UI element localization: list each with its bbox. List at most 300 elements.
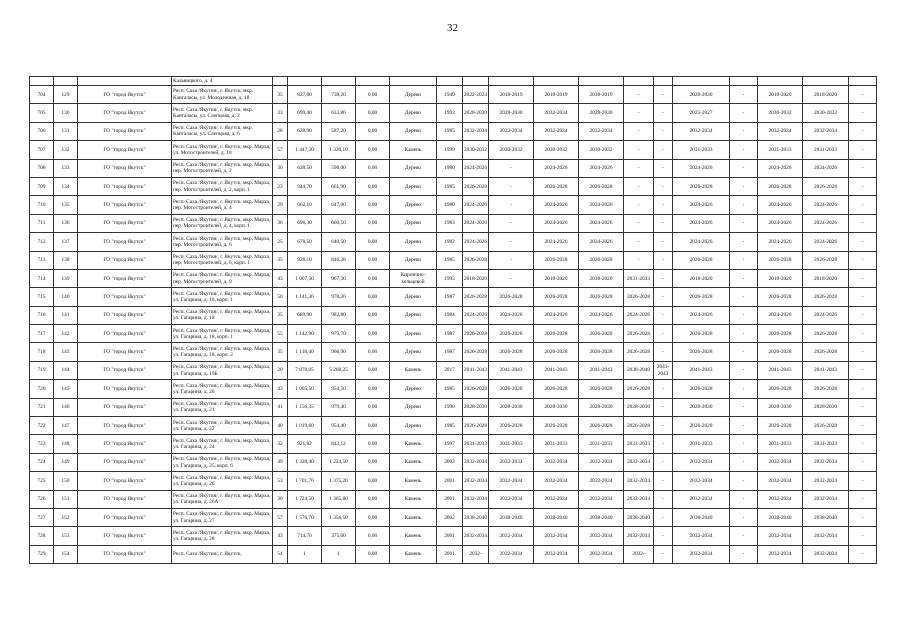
period-cell: - xyxy=(849,251,877,269)
period-cell: 2026-2028 xyxy=(489,417,534,435)
build-year-cell: 1999 xyxy=(437,141,463,159)
period-cell: 2038-2040 xyxy=(758,508,803,526)
wall-material-cell: Дерево xyxy=(390,233,437,251)
nonliving-area-cell: 0,00 xyxy=(356,508,390,526)
period-cell: 2032-2034 xyxy=(463,453,489,471)
table-row xyxy=(30,325,877,343)
living-area-cell: 843,12 xyxy=(322,435,356,453)
period-cell: 2018-2019 xyxy=(534,86,579,104)
period-cell: - xyxy=(654,86,673,104)
floors-cell: 35 xyxy=(273,251,288,269)
mo-number-cell: 137 xyxy=(54,233,78,251)
build-year-cell: 1985 xyxy=(437,122,463,140)
total-area-cell: 696,30 xyxy=(288,214,322,232)
wall-material-cell: Камень xyxy=(390,527,437,545)
period-cell: 2032-2034 xyxy=(673,472,730,490)
period-cell: 2024-2026 xyxy=(463,159,489,177)
period-cell: 2038-2040 xyxy=(489,508,534,526)
period-cell: - xyxy=(730,251,758,269)
period-cell: - xyxy=(849,343,877,361)
nonliving-area-cell: 0,00 xyxy=(356,490,390,508)
period-cell: 2032-2034 xyxy=(579,472,624,490)
period-cell: 2032-2034 xyxy=(534,490,579,508)
municipality-cell: ГО "город Якутск" xyxy=(78,545,172,563)
period-cell: 2026-2028 xyxy=(673,288,730,306)
period-cell: 2032-2034 xyxy=(624,453,654,471)
municipality-cell: ГО "город Якутск" xyxy=(78,380,172,398)
period-cell: - xyxy=(849,141,877,159)
total-area-cell: 944,70 xyxy=(288,177,322,195)
row-number-cell: 728 xyxy=(30,527,54,545)
period-cell: 2032-2034 xyxy=(463,472,489,490)
row-number-cell: 721 xyxy=(30,398,54,416)
nonliving-area-cell: 0,00 xyxy=(356,435,390,453)
period-cell: - xyxy=(654,325,673,343)
period-cell: - xyxy=(624,214,654,232)
period-cell: 2041-2043 xyxy=(654,361,673,379)
period-cell: 2041-2043 xyxy=(579,361,624,379)
period-cell: 2024-2026 xyxy=(803,159,849,177)
period-cell: - xyxy=(849,398,877,416)
period-cell: 2024-2026 xyxy=(489,306,534,324)
floors-cell: 54 xyxy=(273,545,288,563)
address-cell: Респ. Саха /Якутия/, г. Якутск, мкр. Марха, ул. Гагарина, д. 16, корп. 1 xyxy=(172,288,273,306)
floors-cell: 43 xyxy=(273,380,288,398)
period-cell: - xyxy=(849,214,877,232)
period-cell: - xyxy=(849,306,877,324)
period-cell: 2031-2033 xyxy=(579,435,624,453)
period-cell: 2032-2034 xyxy=(534,104,579,122)
period-cell: 2024-2026 xyxy=(803,214,849,232)
period-cell: 2032-2034 xyxy=(758,545,803,563)
period-cell: - xyxy=(654,122,673,140)
living-area-cell: 979,70 xyxy=(322,325,356,343)
municipality-cell: ГО "город Якутск" xyxy=(78,288,172,306)
period-cell: 2026-2028 xyxy=(758,177,803,195)
build-year-cell: 1983 xyxy=(437,214,463,232)
wall-material-cell: Дерево xyxy=(390,380,437,398)
period-cell: - xyxy=(849,269,877,287)
period-cell: 2024-2026 xyxy=(579,159,624,177)
mo-number-cell: 139 xyxy=(54,269,78,287)
period-cell: 2026-2028 xyxy=(803,343,849,361)
total-area-cell: 628,90 xyxy=(288,122,322,140)
period-cell: - xyxy=(849,177,877,195)
period-cell: 2026-2028 xyxy=(463,177,489,195)
period-cell: 2030-2032 xyxy=(803,104,849,122)
wall-material-cell: Дерево xyxy=(390,343,437,361)
page-number: 32 xyxy=(447,22,458,34)
build-year-cell: 1980 xyxy=(437,196,463,214)
row-number-cell: 712 xyxy=(30,233,54,251)
total-area-cell: 1 447,30 xyxy=(288,141,322,159)
period-cell: 2018-2020 xyxy=(579,269,624,287)
nonliving-area-cell: 0,00 xyxy=(356,159,390,177)
row-number-cell: 729 xyxy=(30,545,54,563)
floors-cell: 43 xyxy=(273,527,288,545)
table-body xyxy=(30,77,877,564)
period-cell: - xyxy=(849,325,877,343)
period-cell: 2018-2020 xyxy=(803,269,849,287)
period-cell: - xyxy=(654,527,673,545)
total-area-cell: 827,80 xyxy=(288,86,322,104)
wall-material-cell: Дерево xyxy=(390,288,437,306)
nonliving-area-cell: 0,00 xyxy=(356,453,390,471)
wall-material-cell: Камень xyxy=(390,472,437,490)
total-area-cell: 1 005,50 xyxy=(288,380,322,398)
period-cell: - xyxy=(624,177,654,195)
living-area-cell: 1 320,10 xyxy=(322,141,356,159)
total-area-cell: 699,40 xyxy=(288,104,322,122)
period-cell: - xyxy=(654,508,673,526)
nonliving-area-cell: 0,00 xyxy=(356,380,390,398)
wall-material-cell: Камень xyxy=(390,545,437,563)
nonliving-area-cell: 0,00 xyxy=(356,269,390,287)
period-cell: 2026-2028 xyxy=(673,343,730,361)
period-cell: 2032-2034 xyxy=(758,527,803,545)
period-cell: 2030-2032 xyxy=(489,141,534,159)
address-cell: Респ. Саха /Якутия/, г. Якутск, мкр. Марха, ул. Гагарина, д. 26А xyxy=(172,490,273,508)
address-cell: Респ. Саха /Якутия/, г. Якутск, мкр. Марха, ул. Гагарина, д. 27 xyxy=(172,508,273,526)
period-cell: 2032-2034 xyxy=(673,490,730,508)
period-cell: 2018-2020 xyxy=(673,269,730,287)
address-cell: Респ. Саха /Якутия/, г. Якутск, мкр. Марха, ул. Гагарина, д. 25, корп. 6 xyxy=(172,453,273,471)
period-cell: - xyxy=(730,104,758,122)
floors-cell: 30 xyxy=(273,490,288,508)
period-cell: 2026-2028 xyxy=(673,325,730,343)
row-number-cell: 710 xyxy=(30,196,54,214)
address-cell: Кальвицкого, д. 4 xyxy=(172,77,273,86)
living-area-cell: 966,90 xyxy=(322,343,356,361)
period-cell: - xyxy=(624,251,654,269)
row-number-cell: 719 xyxy=(30,361,54,379)
wall-material-cell: Дерево xyxy=(390,214,437,232)
nonliving-area-cell: 0,00 xyxy=(356,196,390,214)
period-cell: 2024-2026 xyxy=(803,306,849,324)
address-cell: Респ. Саха /Якутия/, г. Якутск, мкр. Марха, пер. Мотостроителей, д. 9 xyxy=(172,269,273,287)
municipality-cell: ГО "город Якутск" xyxy=(78,508,172,526)
floors-cell: 30 xyxy=(273,159,288,177)
period-cell: 2032-2034 xyxy=(489,490,534,508)
mo-number-cell: 141 xyxy=(54,306,78,324)
period-cell: 2028-2030 xyxy=(489,104,534,122)
build-year-cell: 1990 xyxy=(437,398,463,416)
period-cell: 2041-2043 xyxy=(463,361,489,379)
mo-number-cell: 131 xyxy=(54,122,78,140)
period-cell: 2026-2028 xyxy=(489,343,534,361)
row-number-cell: 723 xyxy=(30,435,54,453)
address-cell: Респ. Саха /Якутия/, г. Якутск, мкр. Кангаласы, ул. Слепцова, д. 6 xyxy=(172,122,273,140)
wall-material-cell: Дерево xyxy=(390,417,437,435)
mo-number-cell: 134 xyxy=(54,177,78,195)
mo-number-cell: 151 xyxy=(54,490,78,508)
period-cell: 2026-2028 xyxy=(579,343,624,361)
period-cell: 2030-2032 xyxy=(758,104,803,122)
period-cell: - xyxy=(730,343,758,361)
period-cell: 2032-2034 xyxy=(624,490,654,508)
municipality-cell: ГО "город Якутск" xyxy=(78,361,172,379)
total-area-cell: 1 118,40 xyxy=(288,343,322,361)
living-area-cell: 1 356,50 xyxy=(322,508,356,526)
period-cell: 2026-2028 xyxy=(624,288,654,306)
period-cell: 2026-2028 xyxy=(579,177,624,195)
period-cell: 2032-2034 xyxy=(758,122,803,140)
nonliving-area-cell: 0,00 xyxy=(356,214,390,232)
housing-register-table xyxy=(29,76,877,564)
living-area-cell: 633,80 xyxy=(322,104,356,122)
floors-cell: 23 xyxy=(273,177,288,195)
living-area-cell: 5 268,25 xyxy=(322,361,356,379)
municipality-cell: ГО "город Якутск" xyxy=(78,251,172,269)
municipality-cell: ГО "город Якутск" xyxy=(78,306,172,324)
period-cell: - xyxy=(849,435,877,453)
period-cell: 2032-2034 xyxy=(489,527,534,545)
period-cell: - xyxy=(654,380,673,398)
table-row xyxy=(30,233,877,251)
floors-cell: 29 xyxy=(273,196,288,214)
period-cell: 2026-2028 xyxy=(534,325,579,343)
period-cell: - xyxy=(654,196,673,214)
floors-cell: 35 xyxy=(273,306,288,324)
period-cell: - xyxy=(654,398,673,416)
row-number-cell: 726 xyxy=(30,490,54,508)
nonliving-area-cell: 0,00 xyxy=(356,417,390,435)
build-year-cell: 1995 xyxy=(437,269,463,287)
period-cell: 2032-2034 xyxy=(673,545,730,563)
period-cell: - xyxy=(730,269,758,287)
mo-number-cell: 142 xyxy=(54,325,78,343)
build-year-cell: 2017 xyxy=(437,361,463,379)
table-row xyxy=(30,453,877,471)
period-cell: 2026-2028 xyxy=(579,417,624,435)
period-cell: 2024-2026 xyxy=(758,233,803,251)
total-area-cell: 662,10 xyxy=(288,196,322,214)
floors-cell: 55 xyxy=(273,325,288,343)
period-cell: - xyxy=(624,159,654,177)
period-cell: 2032-2034 xyxy=(579,122,624,140)
table-row xyxy=(30,159,877,177)
period-cell: 2018-2020 xyxy=(803,86,849,104)
period-cell: - xyxy=(849,527,877,545)
period-cell: 2032-2034 xyxy=(579,545,624,563)
period-cell: 2018-2020 xyxy=(758,86,803,104)
period-cell: 2030-2032 xyxy=(534,141,579,159)
period-cell: - xyxy=(849,122,877,140)
address-cell: Респ. Саха /Якутия/, г. Якутск, мкр. Марха, ул. Гагарина, д. 18, корп. 2 xyxy=(172,343,273,361)
table-row xyxy=(30,122,877,140)
table-row xyxy=(30,527,877,545)
wall-material-cell: Дерево xyxy=(390,159,437,177)
period-cell: 2032-2034 xyxy=(758,472,803,490)
period-cell: - xyxy=(730,417,758,435)
wall-material-cell: Камень xyxy=(390,453,437,471)
period-cell: 2030-2032 xyxy=(463,141,489,159)
period-cell: 2041-2043 xyxy=(758,361,803,379)
period-cell: 2022-2024 xyxy=(463,86,489,104)
period-cell: 2024-2026 xyxy=(673,306,730,324)
period-cell: 2024-2026 xyxy=(579,196,624,214)
period-cell: - xyxy=(730,453,758,471)
period-cell: 2032-2034 xyxy=(803,545,849,563)
nonliving-area-cell: 0,00 xyxy=(356,527,390,545)
table-row xyxy=(30,269,877,287)
total-area-cell: 921,82 xyxy=(288,435,322,453)
period-cell: 2024-2026 xyxy=(758,159,803,177)
period-cell: - xyxy=(489,196,534,214)
period-cell: 2026-2028 xyxy=(463,417,489,435)
period-cell: - xyxy=(624,122,654,140)
wall-material-cell: Дерево xyxy=(390,104,437,122)
living-area-cell: 661,90 xyxy=(322,177,356,195)
period-cell: 2026-2028 xyxy=(758,288,803,306)
floors-cell: 40 xyxy=(273,417,288,435)
row-number-cell: 706 xyxy=(30,122,54,140)
mo-number-cell: 140 xyxy=(54,288,78,306)
period-cell: 2024-2026 xyxy=(673,159,730,177)
period-cell: 2032- xyxy=(463,545,489,563)
period-cell: 2028-2030 xyxy=(758,398,803,416)
period-cell: - xyxy=(624,104,654,122)
period-cell: 2024-2026 xyxy=(579,214,624,232)
address-cell: Респ. Саха /Якутия/, г. Якутск, мкр. Марха, пер. Мотостроителей, д. 2, корп. 1 xyxy=(172,177,273,195)
municipality-cell: ГО "город Якутск" xyxy=(78,398,172,416)
period-cell: 2031-2033 xyxy=(803,141,849,159)
period-cell: 2032-2034 xyxy=(489,545,534,563)
build-year-cell: 1949 xyxy=(437,86,463,104)
total-area-cell: 1 xyxy=(288,545,322,563)
period-cell: - xyxy=(849,453,877,471)
table-row xyxy=(30,361,877,379)
row-number-cell: 717 xyxy=(30,325,54,343)
period-cell: 2032-2034 xyxy=(758,490,803,508)
period-cell: - xyxy=(849,159,877,177)
period-cell: 2024-2026 xyxy=(579,233,624,251)
period-cell: 2031-2033 xyxy=(758,141,803,159)
address-cell: Респ. Саха /Якутия/, г. Якутск, мкр. Марха, пер. Мотостроителей, д. 6, корп. 1 xyxy=(172,251,273,269)
floors-cell: 43 xyxy=(273,269,288,287)
mo-number-cell: 133 xyxy=(54,159,78,177)
period-cell: - xyxy=(654,343,673,361)
period-cell: 2031-2033 xyxy=(758,435,803,453)
build-year-cell: 1985 xyxy=(437,380,463,398)
mo-number-cell: 145 xyxy=(54,380,78,398)
municipality-cell: ГО "город Якутск" xyxy=(78,104,172,122)
period-cell: - xyxy=(489,159,534,177)
period-cell: 2031-2033 xyxy=(463,435,489,453)
build-year-cell: 2003 xyxy=(437,453,463,471)
period-cell: 2024-2026 xyxy=(624,306,654,324)
period-cell: 2026-2028 xyxy=(758,380,803,398)
period-cell: - xyxy=(489,269,534,287)
total-area-cell: 1 007,30 xyxy=(288,269,322,287)
period-cell: - xyxy=(654,233,673,251)
living-area-cell: 846,38 xyxy=(322,251,356,269)
period-cell: 2032-2034 xyxy=(489,472,534,490)
municipality-cell: ГО "город Якутск" xyxy=(78,417,172,435)
floors-cell: 35 xyxy=(273,86,288,104)
table-row xyxy=(30,306,877,324)
municipality-cell: ГО "город Якутск" xyxy=(78,233,172,251)
living-area-cell: 587,20 xyxy=(322,122,356,140)
period-cell: 2028-2030 xyxy=(579,104,624,122)
period-cell: - xyxy=(730,508,758,526)
row-number-cell: 714 xyxy=(30,269,54,287)
mo-number-cell: 143 xyxy=(54,343,78,361)
period-cell: - xyxy=(654,435,673,453)
period-cell: 2018-2019 xyxy=(489,86,534,104)
period-cell: 2028-2030 xyxy=(489,398,534,416)
period-cell: 2026-2028 xyxy=(673,177,730,195)
mo-number-cell: 152 xyxy=(54,508,78,526)
period-cell: 2026-2028 xyxy=(803,177,849,195)
table-row xyxy=(30,214,877,232)
table-row xyxy=(30,435,877,453)
address-cell: Респ. Саха /Якутия/, г. Якутск, мкр. Марха, пер. Мотостроителей, д. 2 xyxy=(172,159,273,177)
wall-material-cell: Дерево xyxy=(390,251,437,269)
mo-number-cell: 138 xyxy=(54,251,78,269)
period-cell: - xyxy=(730,86,758,104)
period-cell: - xyxy=(654,288,673,306)
period-cell: 2026-2028 xyxy=(489,288,534,306)
period-cell: 2026-2028 xyxy=(624,380,654,398)
period-cell: 2031-2033 xyxy=(673,435,730,453)
mo-number-cell: 153 xyxy=(54,527,78,545)
period-cell: 2032-2034 xyxy=(624,472,654,490)
period-cell: - xyxy=(730,435,758,453)
build-year-cell: 1985 xyxy=(437,177,463,195)
period-cell: 2032-2034 xyxy=(534,527,579,545)
period-cell: 2031-2033 xyxy=(534,435,579,453)
period-cell: - xyxy=(489,214,534,232)
period-cell: 2026-2028 xyxy=(534,251,579,269)
period-cell: 2018-2020 xyxy=(463,269,489,287)
total-area-cell: 1 701,70 xyxy=(288,472,322,490)
period-cell: 2018-2019 xyxy=(579,86,624,104)
row-number-cell: 709 xyxy=(30,177,54,195)
period-cell: 2032-2034 xyxy=(534,122,579,140)
mo-number-cell: 149 xyxy=(54,453,78,471)
period-cell: - xyxy=(654,490,673,508)
period-cell: 2026-2028 xyxy=(673,417,730,435)
wall-material-cell: Камень xyxy=(390,141,437,159)
total-area-cell: 928,10 xyxy=(288,251,322,269)
total-area-cell: 628,50 xyxy=(288,159,322,177)
period-cell: 2032-2034 xyxy=(489,122,534,140)
period-cell: - xyxy=(849,545,877,563)
period-cell: 2024-2026 xyxy=(803,196,849,214)
municipality-cell: ГО "город Якутск" xyxy=(78,527,172,545)
period-cell: 2041-2043 xyxy=(534,361,579,379)
living-area-cell: 598,00 xyxy=(322,159,356,177)
total-area-cell: 678,50 xyxy=(288,233,322,251)
mo-number-cell: 132 xyxy=(54,141,78,159)
municipality-cell: ГО "город Якутск" xyxy=(78,214,172,232)
period-cell: 2026-2028 xyxy=(758,325,803,343)
wall-material-cell: Дерево xyxy=(390,398,437,416)
address-cell: Респ. Саха /Якутия/, г. Якутск, мкр. Марха, ул. Гагарина, д. 22 xyxy=(172,417,273,435)
municipality-cell: ГО "город Якутск" xyxy=(78,490,172,508)
table-row xyxy=(30,177,877,195)
period-cell: 2032-2034 xyxy=(673,453,730,471)
address-cell: Респ. Саха /Якутия/, г. Якутск, мкр. Марха, пер. Мотостроителей, д. 4 xyxy=(172,196,273,214)
period-cell: 2026-2028 xyxy=(803,288,849,306)
living-area-cell: 1 375,20 xyxy=(322,472,356,490)
row-number-cell: 705 xyxy=(30,104,54,122)
period-cell: 2032-2034 xyxy=(758,453,803,471)
period-cell: - xyxy=(849,288,877,306)
table-row xyxy=(30,343,877,361)
period-cell: 2026-2028 xyxy=(673,251,730,269)
